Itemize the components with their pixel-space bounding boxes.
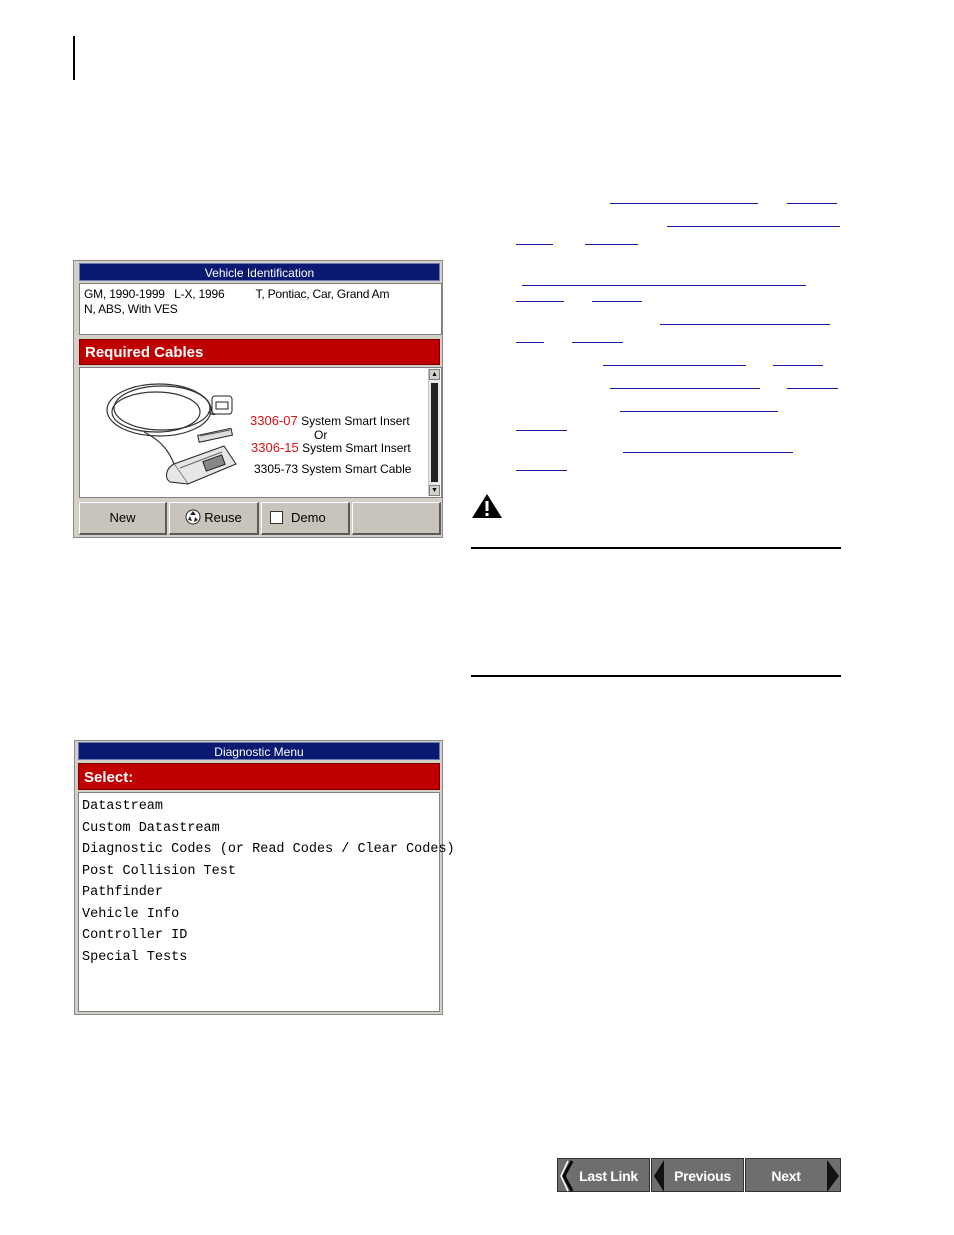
new-button-label: New	[109, 510, 136, 525]
link[interactable]	[592, 301, 642, 302]
scroll-down-icon[interactable]: ▼	[429, 485, 440, 496]
new-button[interactable]	[79, 502, 167, 535]
diagnostic-menu-list	[78, 792, 455, 1012]
demo-button-label: Demo	[291, 510, 326, 525]
link[interactable]	[773, 365, 823, 366]
link[interactable]	[603, 365, 746, 366]
last-link-label: Last Link	[579, 1168, 638, 1184]
menu-item-vehicle-info[interactable]: Vehicle Info	[82, 906, 180, 922]
vehicle-identification-title: Vehicle Identification	[79, 263, 440, 281]
diagnostic-menu-title: Diagnostic Menu	[78, 742, 440, 760]
link[interactable]	[787, 203, 837, 204]
right-arrow-icon	[826, 1159, 840, 1193]
menu-item-post-collision-test[interactable]: Post Collision Test	[82, 863, 236, 879]
menu-item-datastream[interactable]: Datastream	[82, 799, 164, 814]
demo-button[interactable]	[261, 502, 350, 535]
part-number: 3306-15	[251, 440, 299, 455]
next-button[interactable]	[745, 1158, 841, 1192]
vehicle-identification-window	[73, 260, 443, 538]
menu-item-custom-datastream[interactable]: Custom Datastream	[82, 820, 220, 836]
link[interactable]	[610, 388, 760, 389]
link[interactable]	[516, 301, 564, 302]
menu-item-controller-id[interactable]: Controller ID	[82, 928, 188, 943]
link[interactable]	[516, 470, 567, 471]
scroll-up-icon[interactable]: ▲	[429, 369, 440, 380]
demo-checkbox[interactable]	[270, 511, 283, 524]
cable-line-1	[250, 414, 410, 428]
part-number: 3306-07	[250, 413, 298, 428]
diagnostic-menu-window	[74, 740, 455, 1015]
cable-illustration-icon	[104, 372, 244, 494]
menu-item-special-tests[interactable]: Special Tests	[82, 949, 188, 965]
last-link-button[interactable]	[557, 1158, 650, 1192]
link[interactable]	[610, 203, 758, 204]
required-cables-header: Required Cables	[79, 339, 440, 365]
link[interactable]	[516, 342, 544, 343]
cable-description: System Smart Insert	[302, 441, 411, 455]
scroll-thumb[interactable]	[431, 383, 438, 482]
blank-button[interactable]	[352, 502, 441, 535]
cable-line-3: 3305-73 System Smart Cable	[254, 462, 412, 476]
cable-line-2	[251, 441, 411, 455]
link[interactable]	[522, 285, 806, 286]
next-label: Next	[771, 1168, 801, 1184]
link[interactable]	[516, 244, 553, 245]
link[interactable]	[585, 244, 638, 245]
margin-rule	[73, 36, 75, 80]
select-header: Select:	[78, 763, 440, 790]
menu-item-diagnostic-codes[interactable]: Diagnostic Codes (or Read Codes / Clear Codes)	[82, 842, 455, 857]
caution-bottom-rule	[471, 675, 841, 677]
previous-label: Previous	[674, 1168, 731, 1184]
vehicle-info-line-1: GM, 1990-1999 L-X, 1996 T, Pontiac, Car, Grand Am	[84, 287, 390, 301]
link[interactable]	[667, 226, 840, 227]
reuse-button[interactable]	[169, 502, 259, 535]
link[interactable]	[660, 324, 830, 325]
required-cables-panel	[79, 367, 442, 498]
warning-icon	[471, 493, 503, 519]
reuse-button-label: Reuse	[204, 510, 242, 525]
caution-top-rule	[471, 547, 841, 549]
cable-description: System Smart Insert	[301, 414, 410, 428]
vehicle-info-box	[79, 283, 442, 335]
link[interactable]	[623, 452, 793, 453]
recycle-icon	[185, 509, 201, 525]
link[interactable]	[516, 430, 567, 431]
page-navigation	[557, 1158, 841, 1192]
previous-button[interactable]	[651, 1158, 744, 1192]
link[interactable]	[787, 388, 838, 389]
cables-scrollbar[interactable]	[428, 369, 440, 496]
cable-or-connector: Or	[314, 428, 328, 442]
link[interactable]	[572, 342, 623, 343]
vehicle-info-line-2: N, ABS, With VES	[84, 302, 178, 316]
link[interactable]	[620, 411, 778, 412]
menu-item-pathfinder[interactable]: Pathfinder	[82, 885, 164, 900]
